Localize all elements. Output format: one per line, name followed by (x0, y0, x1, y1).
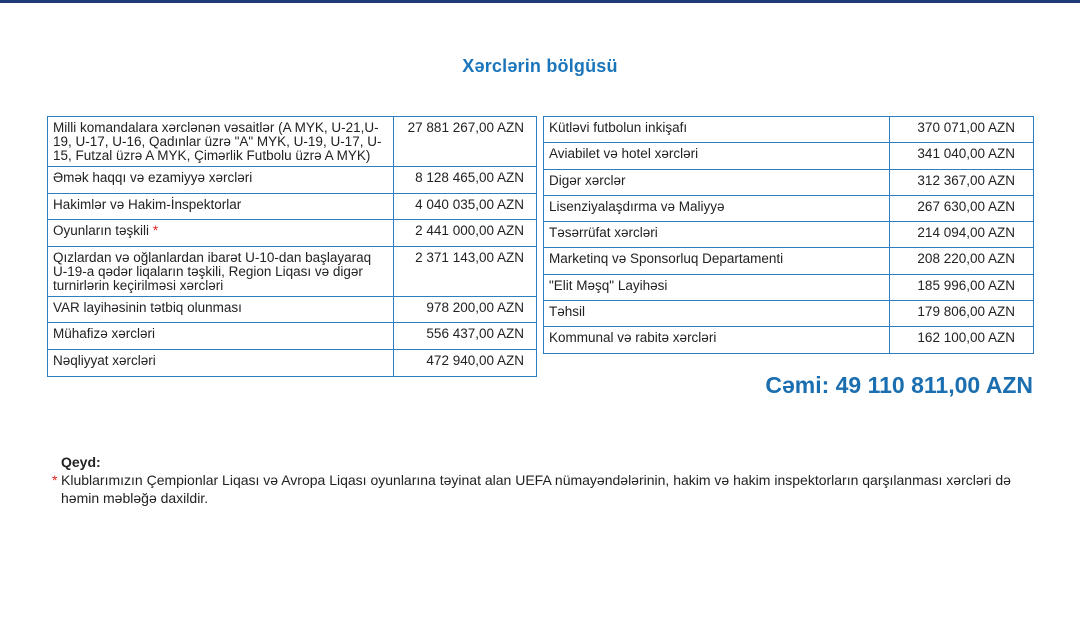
expense-amount: 179 806,00 AZN (890, 301, 1034, 327)
table-row (48, 323, 537, 350)
asterisk-mark: * (152, 223, 159, 239)
table-row (544, 143, 1034, 169)
table-row (544, 195, 1034, 221)
table-row (544, 222, 1034, 248)
table-row (48, 117, 537, 167)
expense-label: Mühafizə xərcləri (48, 323, 394, 350)
expense-label: Təsərrüfat xərcləri (544, 222, 890, 248)
expense-label: Təhsil (544, 301, 890, 327)
note-text: Klublarımızın Çempionlar Liqası və Avropa Liqası oyunlarına təyinat alan UEFA nümayəndələrinin, hakim və hakim inspektorların qarşılanması xərcləri də həmin məbləğə daxildir. (61, 472, 1011, 506)
table-row (48, 193, 537, 220)
note-heading: Qeyd: (61, 454, 101, 470)
page-title: Xərclərin bölgüsü (462, 56, 618, 76)
expense-label: Kütləvi futbolun inkişafı (544, 117, 890, 143)
table-row (48, 220, 537, 247)
expense-label: Lisenziyalaşdırma və Maliyyə (544, 195, 890, 221)
expense-label: Qızlardan və oğlanlardan ibarət U-10-dan başlayaraq U-19-a qədər liqaların təşkili, Region Liqası və digər turnirlərin keçirilməsi xərcləri (48, 246, 394, 296)
table-row (48, 296, 537, 323)
expense-amount: 2 441 000,00 AZN (394, 220, 537, 247)
top-rule (0, 0, 1080, 3)
table-row (544, 274, 1034, 300)
table-row (48, 349, 537, 376)
table-row (544, 301, 1034, 327)
expense-amount: 214 094,00 AZN (890, 222, 1034, 248)
expense-amount: 162 100,00 AZN (890, 327, 1034, 353)
table-row (48, 246, 537, 296)
expense-amount: 27 881 267,00 AZN (394, 117, 537, 167)
expense-label: Aviabilet və hotel xərcləri (544, 143, 890, 169)
expense-label: Marketinq və Sponsorluq Departamenti (544, 248, 890, 274)
expense-label: Nəqliyyat xərcləri (48, 349, 394, 376)
expense-label: Kommunal və rabitə xərcləri (544, 327, 890, 353)
asterisk-mark: * (52, 472, 58, 488)
expense-amount: 208 220,00 AZN (890, 248, 1034, 274)
expense-amount: 4 040 035,00 AZN (394, 193, 537, 220)
expense-label: Əmək haqqı və ezamiyyə xərcləri (48, 167, 394, 194)
expense-label: Hakimlər və Hakim-İnspektorlar (48, 193, 394, 220)
note-body (52, 471, 1032, 507)
expense-amount: 341 040,00 AZN (890, 143, 1034, 169)
total-amount: Cəmi: 49 110 811,00 AZN (765, 372, 1033, 398)
expense-amount: 8 128 465,00 AZN (394, 167, 537, 194)
expense-amount: 472 940,00 AZN (394, 349, 537, 376)
table-row (544, 117, 1034, 143)
right-expense-table (543, 116, 1034, 354)
expense-label: Oyunların təşkili (53, 223, 150, 239)
expense-amount: 185 996,00 AZN (890, 274, 1034, 300)
expense-label: VAR layihəsinin tətbiq olunması (48, 296, 394, 323)
expense-amount: 2 371 143,00 AZN (394, 246, 537, 296)
expense-label: "Elit Məşq" Layihəsi (544, 274, 890, 300)
expense-label: Digər xərclər (544, 169, 890, 195)
expense-label: Milli komandalara xərclənən vəsaitlər (A MYK, U-21,U-19, U-17, U-16, Qadınlar üzrə "A" MYK, U-19, U-17, U-15, Futzal üzrə A MYK, Çimərlik Futbolu üzrə A MYK) (48, 117, 394, 167)
left-expense-table (47, 116, 537, 377)
table-row (48, 167, 537, 194)
expense-amount: 978 200,00 AZN (394, 296, 537, 323)
expense-label-cell (48, 220, 394, 247)
table-row (544, 169, 1034, 195)
expense-amount: 312 367,00 AZN (890, 169, 1034, 195)
expense-amount: 267 630,00 AZN (890, 195, 1034, 221)
expense-amount: 370 071,00 AZN (890, 117, 1034, 143)
table-row (544, 327, 1034, 353)
expense-amount: 556 437,00 AZN (394, 323, 537, 350)
table-row (544, 248, 1034, 274)
